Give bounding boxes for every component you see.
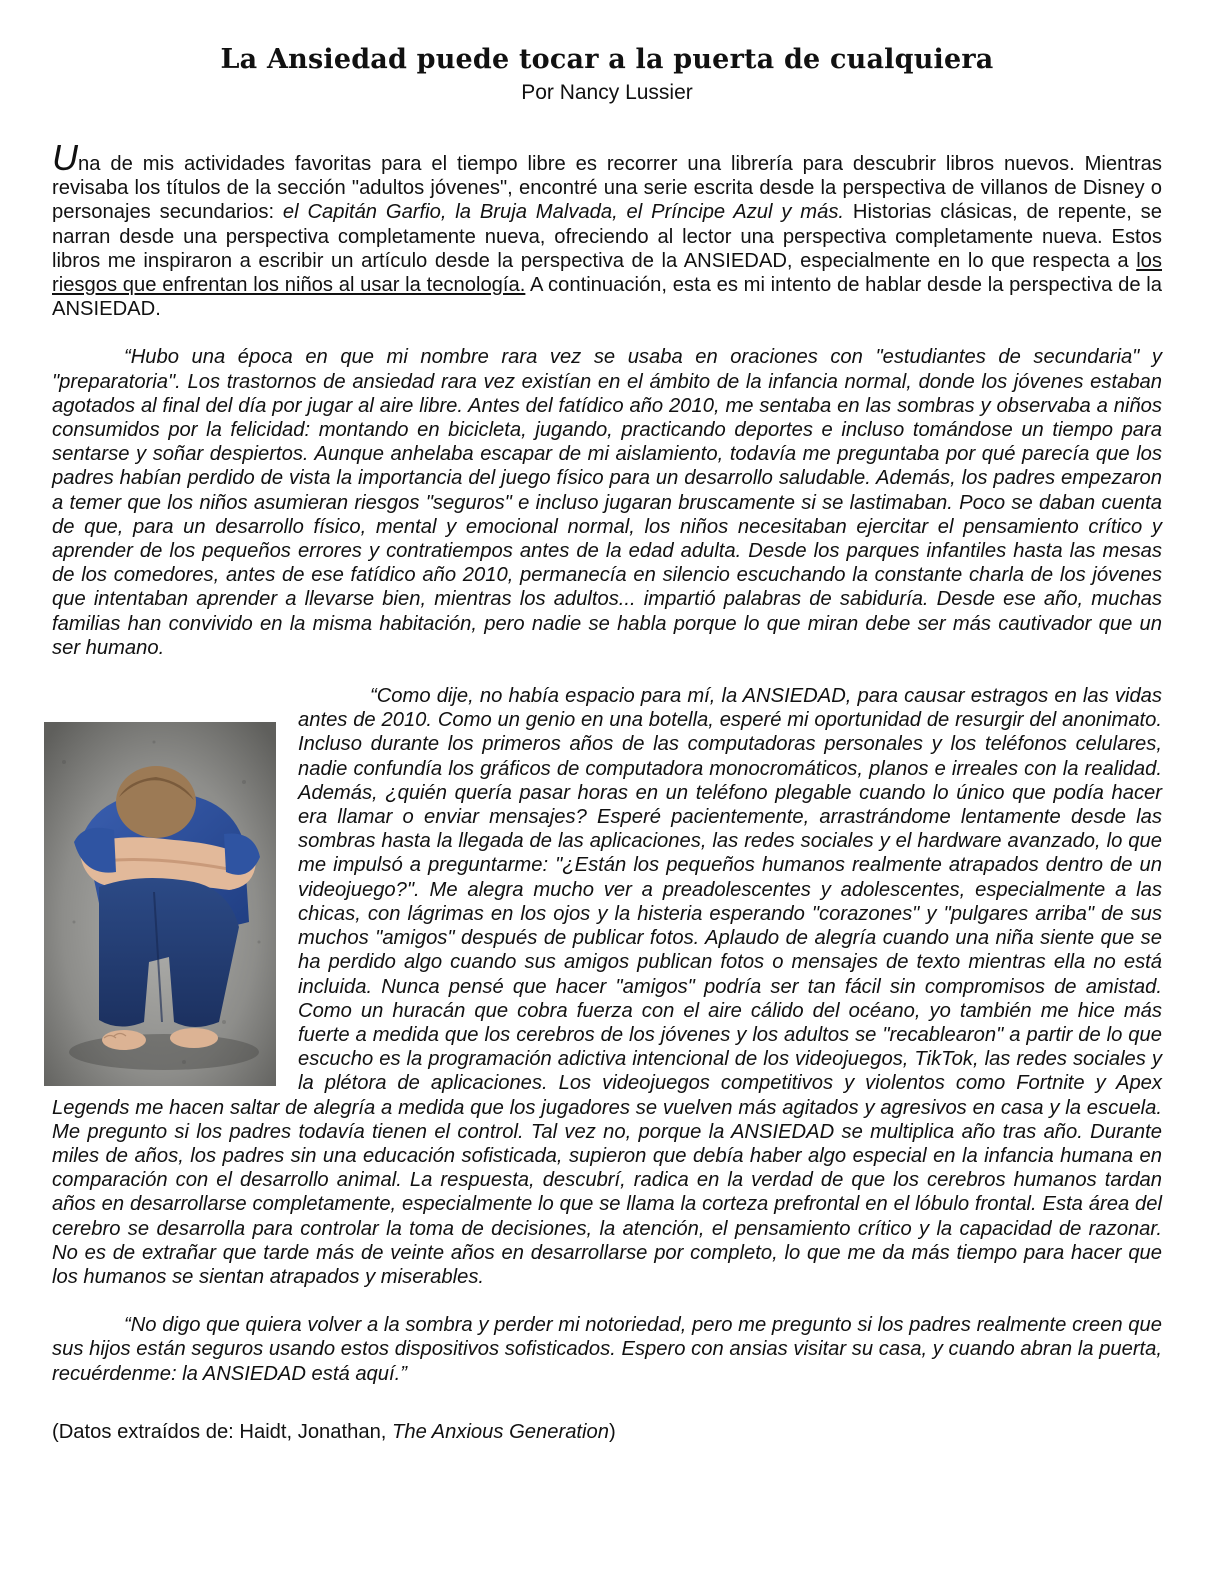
quote-paragraph-3: “No digo que quiera volver a la sombra y perder mi notoriedad, pero me pregunto si los padres realmente creen que sus hijos están seguros usando estos dispositivos sofisticados. Espero con ansias visitar su casa, y cuando abran la puerta, recuérdenme: la ANSIEDAD está aquí.” [52, 1314, 1162, 1385]
intro-text-b: Historias clásicas, de repente, se narran desde una perspectiva completamente nueva, ofreciendo al lector una perspectiva completamente nueva. Estos libros me inspiraron a escribir un artículo desde la perspectiva de la ANSIEDAD, especialmente en lo que respecta a [52, 201, 1162, 272]
technology-risks-link[interactable]: los riesgos que enfrentan los niños al usar la tecnología. [52, 249, 1162, 297]
source-citation [52, 1420, 1162, 1444]
quote-paragraph-1: “Hubo una época en que mi nombre rara vez se usaba en oraciones con "estudiantes de secundaria" y "preparatoria". Los trastornos de ansiedad rara vez existían en el ámbito de la infancia normal, donde los jóvenes estaban agotados al final del día por jugar al aire libre. Antes del fatídico año 2010, me sentaba en las sombras y observaba a niños consumidos por la felicidad: montando en bicicleta, jugando, practicando deportes e incluso tomándose un tiempo para sentarse y soñar despiertos. Aunque anhelaba escapar de mi aislamiento, todavía me preguntaba por qué parecía que los padres habían perdido de vista la importancia del juego físico para un desarrollo saludable. Además, los padres empezaron a temer que los niños asumieran riesgos "seguros" e incluso jugaran bruscamente si se lastimaban. Poco se daban cuenta de que, para un desarrollo físico, mental y emocional normal, los niños necesitaban ejercitar el pensamiento crítico y aprender de los pequeños errores y contratiempos antes de la edad adulta. Desde los parques infantiles hasta las mesas de los comedores, antes de ese fatídico año 2010, permanecía en silencio escuchando la constante charla de los jóvenes que intentaban aprender a llevarse bien, mientras los adultos... impartió palabras de sabiduría. Desde ese año, muchas familias han convivido en la misma habitación, pero nadie se habla porque lo que miran debe ser más cautivador que un ser humano. [52, 346, 1162, 659]
citation-book-title: The Anxious Generation [392, 1420, 609, 1443]
sad-child-photo [44, 722, 276, 1086]
citation-suffix: ) [608, 1420, 616, 1443]
intro-text-a: na de mis actividades favoritas para el tiempo libre es recorrer una librería para descubrir libros nuevos. Mientras revisaba los títulos de la sección "adultos jóvenes", encontré una serie escrita desde la perspectiva de villanos de Disney o personajes secundarios: [52, 153, 1162, 224]
quote-paragraph-2: “Como dije, no había espacio para mí, la ANSIEDAD, para causar estragos en las vidas antes de 2010. Como un genio en una botella, esperé mi oportunidad de resurgir del anonimato. Incluso durante los primeros años de las computadoras personales y los teléfonos celulares, nadie confundía los gráficos de computadora monocromáticos, planos e irreales con la realidad. Además, ¿quién quería pasar horas en un teléfono plegable cuando lo único que podía hacer era llamar o enviar mensajes? Esperé pacientemente, arrastrándome lentamente desde las sombras hasta la llegada de las aplicaciones, las redes sociales y el hardware avanzado, lo que me impulsó a preguntarme: "¿Están los pequeños humanos realmente atrapados dentro de un videojuego?". Me alegra mucho ver a preadolescentes y adolescentes, especialmente a las chicas, con lágrimas en los ojos y la histeria esperando "corazones" y "pulgares arriba" de sus muchos "amigos" después de publicar fotos. Aplaudo de alegría cuando una niña siente que se ha perdido algo cuando sus amigos publican fotos o mensajes de texto mientras ella no está incluida. Nunca pensé que hacer "amigos" podría ser tan fácil sin compromisos de amistad. Como un huracán que cobra fuerza con el aire cálido del océano, yo también me hice más fuerte a medida que los cerebros de los jóvenes y los adultos se "recablearon" a partir de lo que escucho es la programación adictiva intencional de los videojuegos, TikTok, las redes sociales y la plétora de aplicaciones. Los videojuegos competitivos y violentos como Fortnite y Apex Legends me hacen saltar de alegría a medida que los jugadores se vuelven más agitados y agresivos en casa y la escuela. Me pregunto si los padres todavía tienen el control. Tal vez no, porque la ANSIEDAD se multiplica año tras año. Durante miles de años, los padres sin una educación sofisticada, supieron que debía haber algo especial en la infancia humana en comparación con el desarrollo animal. La respuesta, descubrí, radica en la verdad de que los cerebros humanos tardan años en desarrollarse completamente, especialmente lo que se llama la corteza prefrontal en el lóbulo frontal. Esta área del cerebro se desarrolla para controlar la toma de decisiones, la atención, el pensamiento crítico y la capacidad de razonar. No es de extrañar que tarde más de veinte años en desarrollarse por completo, lo que me da más tiempo para hacer que los humanos se sientan atrapados y miserables. [52, 685, 1162, 1288]
drop-cap: U [52, 137, 78, 178]
article-title: La Ansiedad puede tocar a la puerta de cualquiera [220, 44, 994, 75]
citation-prefix: (Datos extraídos de: Haidt, Jonathan, [52, 1420, 393, 1443]
article-byline: Por Nancy Lussier [521, 81, 693, 104]
intro-text-italic: el Capitán Garfio, la Bruja Malvada, el Príncipe Azul y más. [282, 201, 845, 224]
child-sitting-illustration [44, 722, 276, 1086]
intro-text-c: A continuación, esta es mi intento de hablar desde la perspectiva de la ANSIEDAD. [52, 274, 1162, 321]
quote-paragraph-2-wrapper [52, 684, 1162, 1289]
article [52, 40, 1162, 1464]
intro-paragraph [52, 137, 1162, 321]
